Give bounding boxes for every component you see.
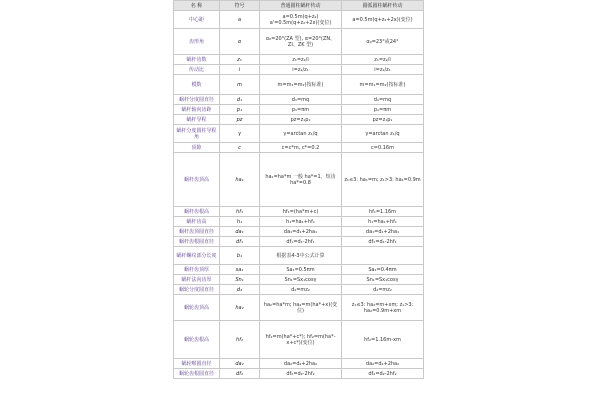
param-name-cell: 顶隙 (174, 143, 220, 153)
normal-formula-cell: z₁=z₂/i (260, 55, 342, 65)
symbol-cell: α (220, 29, 260, 55)
param-name-cell: 蜗杆轴向齿距 (174, 105, 220, 115)
arc-formula-cell: α₀=23°或24° (342, 29, 424, 55)
symbol-cell: df₁ (220, 237, 260, 247)
param-name-cell: 蜗杆导程 (174, 115, 220, 125)
symbol-cell: d₁ (220, 95, 260, 105)
param-name-cell: 蜗杆齿顶高 (174, 153, 220, 207)
param-name-cell: 蜗轮齿根圆直径 (174, 369, 220, 379)
arc-formula-cell: df₁=d₁-2hf₁ (342, 237, 424, 247)
normal-formula-cell: 根据表4-3中公式计算 (260, 247, 342, 265)
param-name-cell: 蜗杆分度圆直径 (174, 95, 220, 105)
normal-formula-cell: hf₁=(ha*m+c) (260, 207, 342, 217)
table-row (174, 55, 424, 65)
arc-formula-cell: hf₁=1.16m (342, 207, 424, 217)
arc-formula-cell: m=m₁=m₂(按标准) (342, 75, 424, 95)
param-name-cell: 蜗杆法向齿厚 (174, 275, 220, 285)
symbol-cell: m (220, 75, 260, 95)
table-row (174, 369, 424, 379)
normal-formula-cell: d₁=mq (260, 95, 342, 105)
table-row (174, 359, 424, 369)
table-row (174, 217, 424, 227)
normal-formula-cell: h₁=ha₁+hf₁ (260, 217, 342, 227)
table-row (174, 247, 424, 265)
arc-formula-cell: da₂=d₂+2ha₂ (342, 359, 424, 369)
param-name-cell: 蜗轮喉圆直径 (174, 359, 220, 369)
normal-formula-cell: Sn₁=Sx₁cosγ (260, 275, 342, 285)
symbol-cell: pz (220, 115, 260, 125)
worm-gear-formula-table (173, 0, 424, 379)
arc-formula-cell: p₁=πm (342, 105, 424, 115)
table-row (174, 207, 424, 217)
symbol-cell: sa₁ (220, 265, 260, 275)
normal-formula-cell: a=0.5m(q+z₂) a'=0.5m(q+z₂+2x)(变位) (260, 11, 342, 29)
normal-formula-cell: i=z₂/z₁ (260, 65, 342, 75)
arc-formula-cell: d₂=mz₂ (342, 285, 424, 295)
arc-formula-cell: z₁≤3: ha₂=m+xm; z₁>3: ha₂=0.9m+xm (342, 295, 424, 321)
table-row (174, 65, 424, 75)
symbol-cell: b₁ (220, 247, 260, 265)
table-row (174, 153, 424, 207)
symbol-cell: Sn₁ (220, 275, 260, 285)
param-name-cell: 蜗轮分度圆直径 (174, 285, 220, 295)
param-name-cell: 中心距 (174, 11, 220, 29)
table-row (174, 11, 424, 29)
param-name-cell: 蜗杆齿数 (174, 55, 220, 65)
param-name-cell: 传动比 (174, 65, 220, 75)
normal-formula-cell: c=c*m, c*=0.2 (260, 143, 342, 153)
table-row (174, 29, 424, 55)
param-name-cell: 蜗杆齿根高 (174, 207, 220, 217)
normal-formula-cell: p₁=πm (260, 105, 342, 115)
normal-formula-cell: ha₂=ha*m; ha₂=m(ha*+x)(变位) (260, 295, 342, 321)
table-row (174, 275, 424, 285)
arc-formula-cell: df₂=d₂-2hf₂ (342, 369, 424, 379)
table-row (174, 227, 424, 237)
param-name-cell: 蜗轮齿顶高 (174, 295, 220, 321)
table-row (174, 95, 424, 105)
symbol-cell: p₁ (220, 105, 260, 115)
table-row (174, 125, 424, 143)
arc-formula-cell: da₁=d₁+2ha₁ (342, 227, 424, 237)
table-row (174, 105, 424, 115)
arc-formula-cell: hf₂=1.16m-xm (342, 321, 424, 359)
symbol-cell: hf₂ (220, 321, 260, 359)
arc-formula-cell: Sn₁=Sx₁cosγ (342, 275, 424, 285)
normal-formula-cell: d₂=mz₂ (260, 285, 342, 295)
param-name-cell: 模数 (174, 75, 220, 95)
arc-formula-cell: z₁=z₂/i (342, 55, 424, 65)
table-row (174, 321, 424, 359)
param-name-cell: 蜗杆螺纹部分长度 (174, 247, 220, 265)
table-row (174, 115, 424, 125)
symbol-cell: a (220, 11, 260, 29)
param-name-cell: 蜗杆齿根圆直径 (174, 237, 220, 247)
table-row (174, 285, 424, 295)
normal-formula-cell: da₁=d₁+2ha₁ (260, 227, 342, 237)
normal-formula-cell: Sa₁=0.5πm (260, 265, 342, 275)
table-body (174, 11, 424, 379)
symbol-cell: da₁ (220, 227, 260, 237)
symbol-cell: h₁ (220, 217, 260, 227)
header-normal-worm: 普通圆柱蜗杆传动 (260, 1, 342, 11)
normal-formula-cell: γ=arctan z₁/q (260, 125, 342, 143)
table-row (174, 143, 424, 153)
normal-formula-cell: m=m₁=m₂(按标准) (260, 75, 342, 95)
param-name-cell: 齿形角 (174, 29, 220, 55)
symbol-cell: z₁ (220, 55, 260, 65)
normal-formula-cell: da₂=d₂+2ha₂ (260, 359, 342, 369)
param-name-cell: 蜗轮齿根高 (174, 321, 220, 359)
normal-formula-cell: hf₂=m(ha*+c*); hf₂=m(ha*-x+c*)(变位) (260, 321, 342, 359)
param-name-cell: 蜗杆齿高 (174, 217, 220, 227)
table-row (174, 295, 424, 321)
arc-formula-cell (342, 247, 424, 265)
table-row (174, 265, 424, 275)
header-symbol: 符号 (220, 1, 260, 11)
arc-formula-cell: a=0.5m(q+z₂+2x)(变位) (342, 11, 424, 29)
formula-table-sheet (173, 0, 423, 379)
header-name: 名 称 (174, 1, 220, 11)
symbol-cell: hf₁ (220, 207, 260, 217)
normal-formula-cell: df₁=d₁-2hf₁ (260, 237, 342, 247)
symbol-cell: df₂ (220, 369, 260, 379)
symbol-cell: ha₂ (220, 295, 260, 321)
arc-formula-cell: d₁=mq (342, 95, 424, 105)
normal-formula-cell: df₂=d₂-2hf₂ (260, 369, 342, 379)
arc-formula-cell: i=z₂/z₁ (342, 65, 424, 75)
normal-formula-cell: pz=z₁p₁ (260, 115, 342, 125)
header-arc-worm: 圆弧圆柱蜗杆传动 (342, 1, 424, 11)
param-name-cell: 蜗杆分度圆柱导程角 (174, 125, 220, 143)
table-row (174, 75, 424, 95)
symbol-cell: c (220, 143, 260, 153)
symbol-cell: d₂ (220, 285, 260, 295)
param-name-cell: 蜗杆齿顶厚 (174, 265, 220, 275)
arc-formula-cell: z₁≤3: ha₁=m; z₁>3: ha₁=0.9m (342, 153, 424, 207)
param-name-cell: 蜗杆齿顶圆直径 (174, 227, 220, 237)
normal-formula-cell: ha₁=ha*m 一般 ha*=1，短齿 ha*=0.8 (260, 153, 342, 207)
arc-formula-cell: h₁=ha₁+hf₁ (342, 217, 424, 227)
table-header-row (174, 1, 424, 11)
symbol-cell: ha₁ (220, 153, 260, 207)
symbol-cell: i (220, 65, 260, 75)
symbol-cell: da₂ (220, 359, 260, 369)
arc-formula-cell: Sa₁=0.4πm (342, 265, 424, 275)
symbol-cell: γ (220, 125, 260, 143)
normal-formula-cell: α₀=20°(ZA 型), α=20°(ZN、ZI、ZK 型) (260, 29, 342, 55)
arc-formula-cell: pz=z₁p₁ (342, 115, 424, 125)
table-row (174, 237, 424, 247)
arc-formula-cell: c=0.16m (342, 143, 424, 153)
arc-formula-cell: γ=arctan z₁/q (342, 125, 424, 143)
